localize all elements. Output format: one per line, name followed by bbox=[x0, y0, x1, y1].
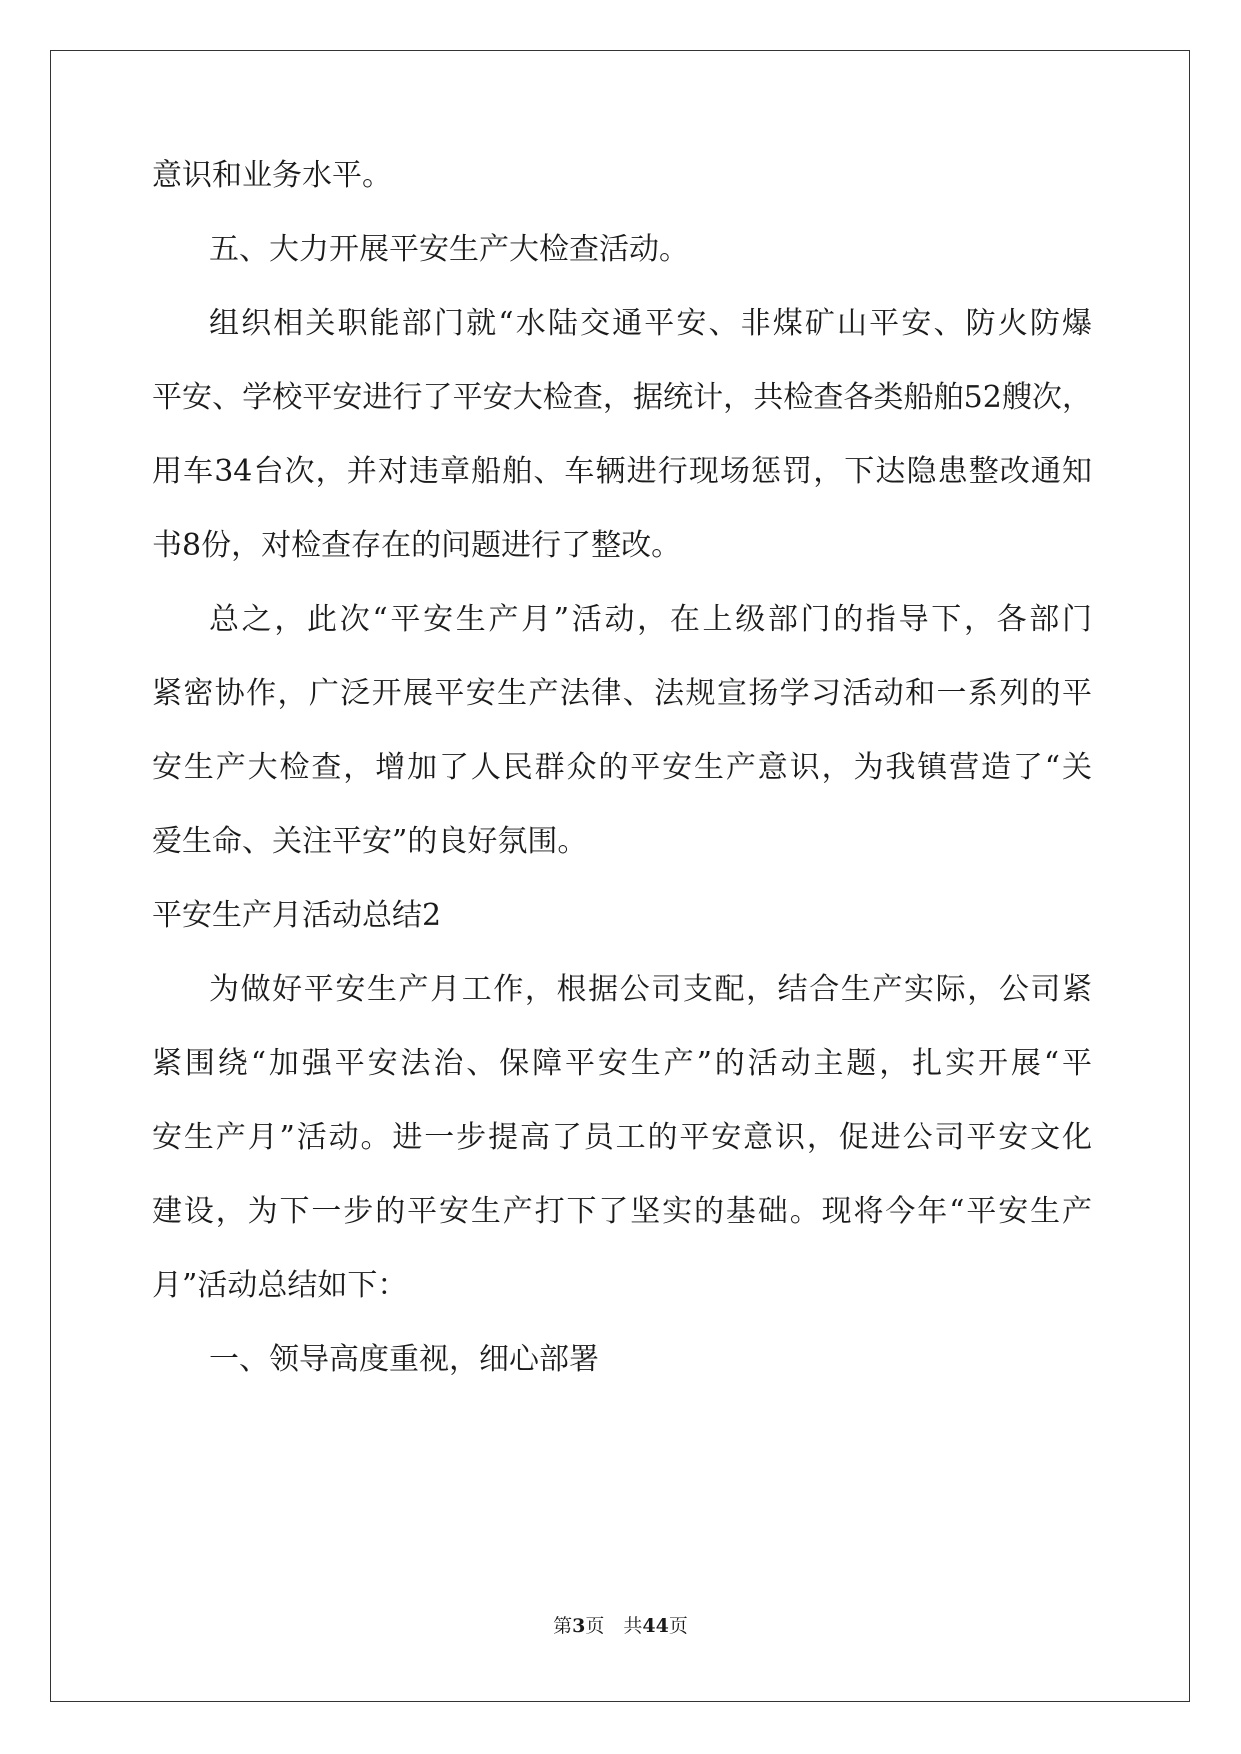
page-border bbox=[50, 50, 1190, 1702]
footer-middle: 页 共 bbox=[585, 1615, 643, 1637]
body-line: 总之，此次“平安生产月”活动，在上级部门的指导下，各部门 bbox=[209, 602, 1092, 637]
body-line: 平安、学校平安进行了平安大检查，据统计，共检查各类船舶52艘次， bbox=[152, 380, 1092, 415]
body-line: 安生产月”活动。进一步提高了员工的平安意识，促进公司平安文化 bbox=[152, 1120, 1092, 1155]
document-title: 平安生产月活动总结2 bbox=[152, 898, 442, 933]
section-heading: 五、大力开展平安生产大检查活动。 bbox=[209, 232, 689, 267]
footer-prefix: 第 bbox=[553, 1615, 573, 1637]
body-line: 建设，为下一步的平安生产打下了坚实的基础。现将今年“平安生产 bbox=[152, 1194, 1092, 1229]
body-line: 月”活动总结如下： bbox=[152, 1268, 408, 1303]
footer-suffix: 页 bbox=[668, 1615, 688, 1637]
current-page-number: 3 bbox=[572, 1615, 586, 1637]
body-line: 为做好平安生产月工作，根据公司支配，结合生产实际，公司紧 bbox=[209, 972, 1092, 1007]
body-line: 用车34台次，并对违章船舶、车辆进行现场惩罚，下达隐患整改通知 bbox=[152, 454, 1092, 489]
body-line: 书8份，对检查存在的问题进行了整改。 bbox=[152, 528, 682, 563]
body-line: 意识和业务水平。 bbox=[152, 158, 392, 193]
section-heading: 一、领导高度重视，细心部署 bbox=[209, 1342, 599, 1377]
body-line: 爱生命、关注平安”的良好氛围。 bbox=[152, 824, 588, 859]
body-line: 组织相关职能部门就“水陆交通平安、非煤矿山平安、防火防爆 bbox=[209, 306, 1092, 341]
total-page-count: 44 bbox=[642, 1615, 669, 1637]
body-line: 安生产大检查，增加了人民群众的平安生产意识，为我镇营造了“关 bbox=[152, 750, 1092, 785]
body-line: 紧密协作，广泛开展平安生产法律、法规宣扬学习活动和一系列的平 bbox=[152, 676, 1092, 711]
body-line: 紧围绕“加强平安法治、保障平安生产”的活动主题，扎实开展“平 bbox=[152, 1046, 1092, 1081]
page-footer bbox=[0, 1614, 1241, 1638]
